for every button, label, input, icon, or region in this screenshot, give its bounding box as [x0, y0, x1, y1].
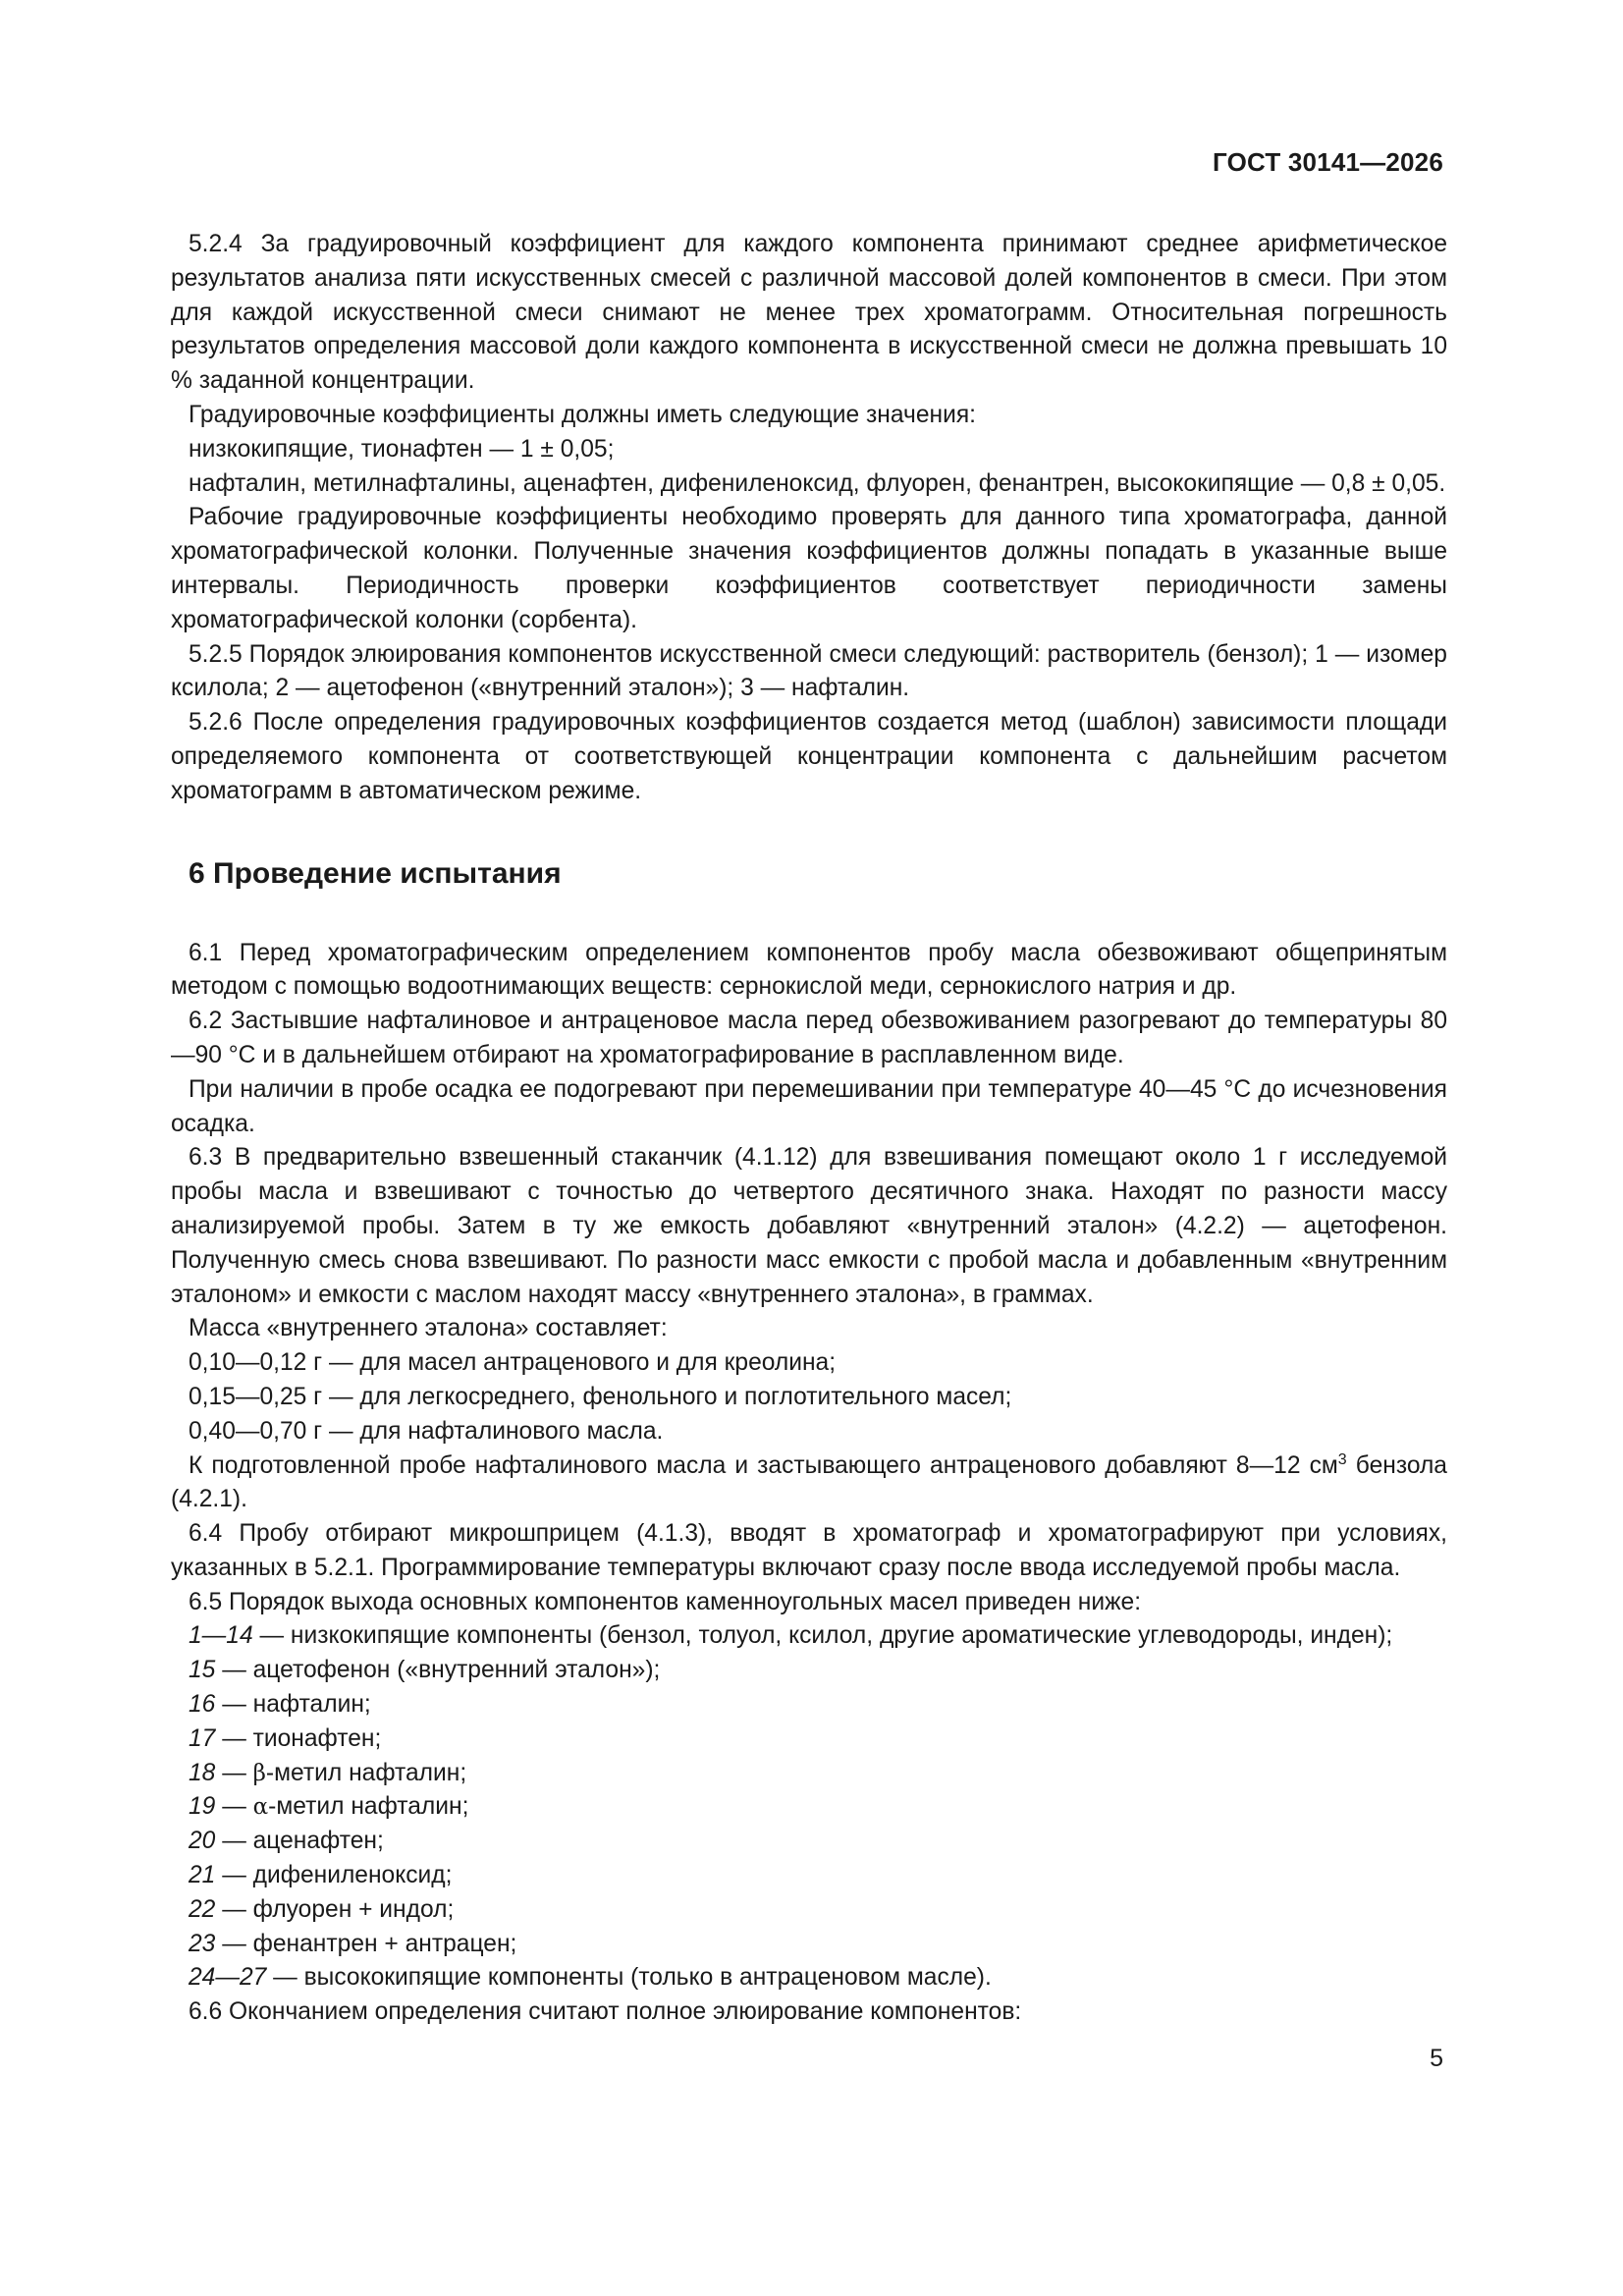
component-item — [171, 1619, 1447, 1654]
component-item — [171, 1825, 1447, 1859]
component-number: 23 — [189, 1930, 216, 1957]
paragraph-mass-1: 0,10—0,12 г — для масел антраценового и для креолина; — [189, 1349, 837, 1377]
paragraph-6-2-sediment: При наличии в пробе осадка ее подогревают при перемешивании при температуре 40—45 °С до исчезновения осадка. — [171, 1075, 1447, 1137]
component-text: — ацетофенон («внутренний эталон»); — [215, 1657, 661, 1684]
component-number: 19 — [189, 1793, 216, 1821]
component-text: — — [215, 1759, 253, 1786]
paragraph-5-2-5: 5.2.5 Порядок элюирования компонентов искусственной смеси следующий: растворитель (бензол); 1 — изомер ксилола; 2 — ацетофенон («внутренний эталон»); 3 — нафталин. — [171, 640, 1447, 702]
page-number: 5 — [1430, 2045, 1443, 2072]
paragraph-grad-values: Градуировочные коэффициенты должны иметь следующие значения: — [189, 401, 976, 428]
paragraph-mass-2: 0,15—0,25 г — для легкосреднего, фенольного и поглотительного масел; — [189, 1383, 1012, 1410]
component-number: 22 — [189, 1895, 216, 1923]
component-number: 18 — [189, 1759, 216, 1786]
component-item — [171, 1928, 1447, 1962]
section-title: 6 Проведение испытания — [189, 856, 562, 890]
component-number: 24—27 — [189, 1964, 267, 1992]
greek-letter: β — [252, 1760, 266, 1786]
component-text-rest: -метил нафталин; — [265, 1759, 467, 1786]
component-number: 1—14 — [189, 1622, 253, 1650]
component-number: 20 — [189, 1828, 216, 1855]
component-item — [171, 1757, 1447, 1791]
paragraph-6-5: 6.5 Порядок выхода основных компонентов каменноугольных масел приведен ниже: — [189, 1588, 1142, 1615]
benzene-text-a: К подготовленной пробе нафталинового масла и застывающего антраценового добавляют 8—12 см — [189, 1451, 1338, 1479]
paragraph-grad-low: низкокипящие, тионафтен — 1 ± 0,05; — [189, 435, 615, 463]
component-text: — низкокипящие компоненты (бензол, толуол, ксилол, другие ароматические углеводороды, инден); — [252, 1622, 1393, 1650]
paragraph-6-4: 6.4 Пробу отбирают микрошприцем (4.1.3), вводят в хроматограф и хроматографируют при условиях, указанных в 5.2.1. Программирование температуры включают сразу после ввода исследуемой пробы масла. — [171, 1520, 1447, 1581]
paragraph-5-2-6: 5.2.6 После определения градуировочных коэффициентов создается метод (шаблон) зависимости площади определяемого компонента от соответствующей концентрации компонента с дальнейшим расчетом хроматограмм в автоматическом режиме. — [171, 709, 1447, 804]
component-text: — аценафтен; — [215, 1828, 384, 1855]
component-text: — высококипящие компоненты (только в антраценовом масле). — [266, 1964, 992, 1992]
component-text: — фенантрен + антрацен; — [215, 1930, 517, 1957]
component-item — [171, 1654, 1447, 1688]
component-number: 21 — [189, 1862, 216, 1889]
page-body — [171, 228, 1447, 2030]
paragraph-mass-intro: Масса «внутреннего эталона» составляет: — [189, 1315, 668, 1342]
component-text: — дифениленоксид; — [215, 1862, 453, 1889]
component-text: — флуорен + индол; — [215, 1895, 455, 1923]
component-item — [171, 1790, 1447, 1825]
component-text: — — [215, 1793, 253, 1821]
paragraph-6-2: 6.2 Застывшие нафталиновое и антраценовое масла перед обезвоживанием разогревают до температуры 80—90 °С и в дальнейшем отбирают на хроматографирование в расплавленном виде. — [171, 1008, 1447, 1068]
components-list — [171, 1619, 1447, 1995]
paragraph-5-2-4: 5.2.4 За градуировочный коэффициент для каждого компонента принимают среднее арифметическое результатов анализа пяти искусственных смесей с различной массовой долей компонентов в смеси. При этом для каждой искусственной смеси снимают не менее трех хроматограмм. Относительная погрешность результатов определения массовой доли каждого компонента в искусственной смеси не должна превышать 10 % заданной концентрации. — [171, 231, 1447, 395]
paragraph-6-6: 6.6 Окончанием определения считают полное элюирование компонентов: — [189, 1998, 1022, 2026]
component-item — [171, 1859, 1447, 1893]
component-item — [171, 1688, 1447, 1722]
component-item — [171, 1893, 1447, 1928]
document-code: ГОСТ 30141—2026 — [1213, 147, 1443, 177]
paragraph-6-3: 6.3 В предварительно взвешенный стаканчик (4.1.12) для взвешивания помещают около 1 г исследуемой пробы масла и взвешивают с точностью до четвертого десятичного знака. Находят по разности массу анализируемой пробы. Затем в ту же емкость добавляют «внутренний эталон» (4.2.2) — ацетофенон. Полученную смесь снова взвешивают. По разности масс емкости с пробой масла и добавленным «внутренним эталоном» и емкости с маслом находят массу «внутреннего эталона», в граммах. — [171, 1144, 1447, 1308]
component-text: — тионафтен; — [215, 1724, 382, 1752]
component-number: 16 — [189, 1691, 216, 1719]
component-item — [171, 1961, 1447, 1995]
paragraph-benzene — [171, 1449, 1447, 1518]
component-number: 17 — [189, 1724, 216, 1752]
greek-letter: α — [252, 1794, 269, 1821]
component-number: 15 — [189, 1657, 216, 1684]
component-text: — нафталин; — [215, 1691, 371, 1719]
paragraph-6-1: 6.1 Перед хроматографическим определением компонентов пробу масла обезвоживают общепринятым методом с помощью водоотнимающих веществ: сернокислой меди, сернокислого натрия и др. — [171, 939, 1447, 1001]
paragraph-working-coefficients: Рабочие градуировочные коэффициенты необходимо проверять для данного типа хроматографа, данной хроматографической колонки. Полученные значения коэффициентов должны попадать в указанные выше интервалы. Периодичность проверки коэффициентов соответствует периодичности замены хроматографической колонки (сорбента). — [171, 504, 1447, 633]
benzene-text-b: бензола (4.2.1). — [171, 1451, 1447, 1513]
paragraph-grad-high: нафталин, метилнафталины, аценафтен, дифениленоксид, флуорен, фенантрен, высококипящие — 0,8 ± 0,05. — [189, 469, 1446, 497]
paragraph-mass-3: 0,40—0,70 г — для нафталинового масла. — [189, 1417, 664, 1445]
component-item — [171, 1722, 1447, 1757]
benzene-superscript: 3 — [1337, 1450, 1347, 1468]
component-text-rest: -метил нафталин; — [268, 1793, 469, 1821]
